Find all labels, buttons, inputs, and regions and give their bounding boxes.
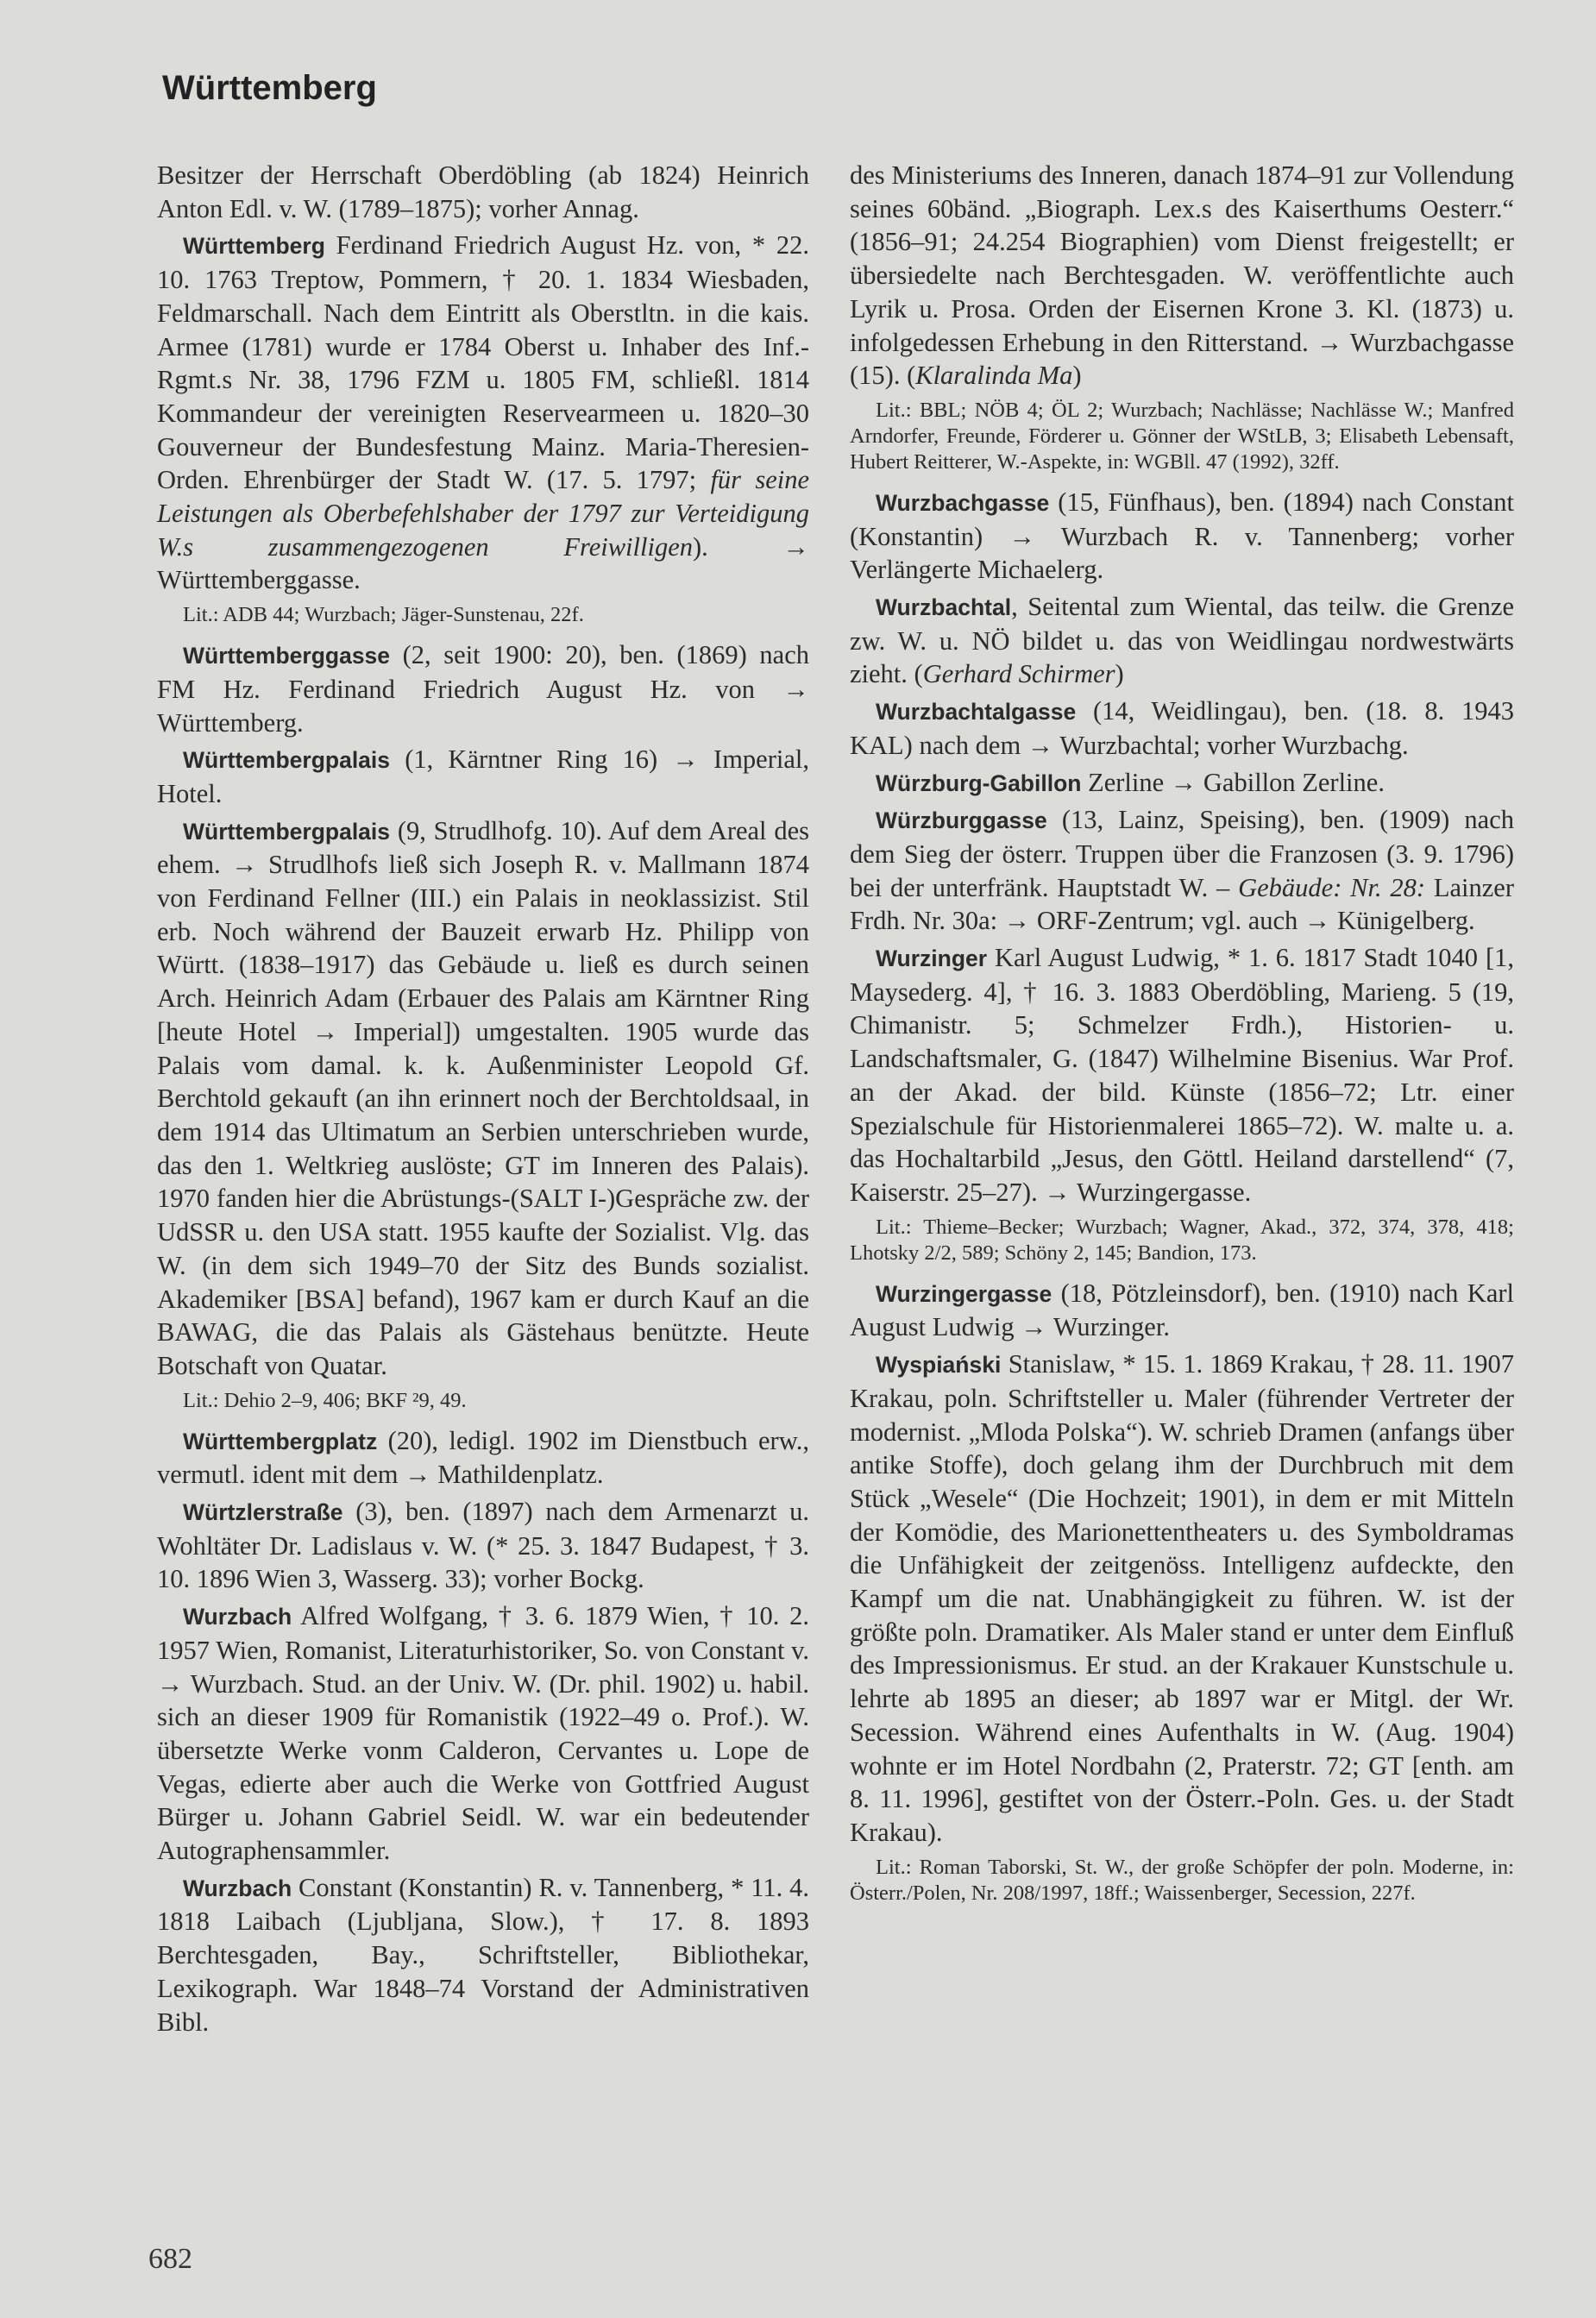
entry-headword: Württemberggasse [183,643,391,669]
literature-note [850,1215,1514,1266]
dictionary-entry [157,743,809,810]
dictionary-entry [850,941,1514,1209]
dictionary-entry [157,229,809,597]
dictionary-entry [850,590,1514,691]
entry-text: Ferdinand Friedrich August Hz. von, * 22. 10. 1763 Treptow, Pommern, † 20. 1. 1834 Wiesbaden, Feldmarschall. Nach dem Eintritt als Oberstltn. in die kais. Armee (1781) wurde er 1784 Oberst u. Inhaber des Inf.-Rgmt.s Nr. 38, 1796 FZM u. 1805 FM, schließl. 1814 Kommandeur der vereinigten Reservearmeen u. 1820–30 Gouverneur der Bundesfestung Mainz. Maria-Theresien-Orden. Ehrenbürger der Stadt W. (17. 5. 1797; [157,230,809,495]
entry-headword: Wurzbach [183,1875,292,1901]
dictionary-entry [850,1277,1514,1344]
entry-text: Alfred Wolfgang, † 3. 6. 1879 Wien, † 10. 2. 1957 Wien, Romanist, Literaturhistoriker, So. von Constant v. → Wurzbach. Stud. an der Univ. W. (Dr. phil. 1902) u. habil. sich an dieser 1909 für Romanistik (1922–49 o. Prof.). W. übersetzte Werke vonm Calderon, Cervantes u. Lope de Vegas, edierte aber auch die Werke von Gottfried August Bürger u. Johann Gabriel Seidl. W. war ein bedeutender Autographensammler. [157,1601,809,1866]
entry-italic-text: Klaralinda Ma [915,361,1073,391]
entry-headword: Würzburggasse [876,807,1047,834]
running-head: Württemberg [162,69,377,107]
entry-text: (15, Fünfhaus), ben. (1894) nach Constant (Konstantin) → Wurzbach R. v. Tannenberg; vorher Verlängerte Michaelerg. [850,487,1514,585]
literature-text: Lit.: BBL; NÖB 4; ÖL 2; Wurzbach; Nachlässe; Nachlässe W.; Manfred Arndorfer, Freunde, Förderer u. Gönner der WStLB, 3; Elisabeth Lebensaft, Hubert Reitterer, W.-Aspekte, in: WGBll. 47 (1992), 32ff. [850,398,1514,474]
entry-italic-text: Gerhard Schirmer [922,659,1115,689]
entry-text: Stanislaw, * 15. 1. 1869 Krakau, † 28. 11. 1907 Krakau, poln. Schriftsteller u. Maler (führender Vertreter der modernist. „Mloda Polska“). W. schrieb Dramen (anfangs über antike Stoffe), doch gelang ihm der Durchbruch mit dem Stück „Wesele“ (Die Hochzeit; 1901), in dem er mit Mitteln der Komödie, des Marionettentheaters u. des Symboldramas die Unfähigkeit der zeitgenöss. Intelligenz aufdeckte, den Kampf um die nat. Unabhängigkeit zu führen. W. ist der größte poln. Dramatiker. Als Maler stand er unter dem Einfluß des Impressionismus. Er stud. an der Krakauer Kunstschule u. lehrte ab 1895 an dieser; ab 1897 war er Mitgl. der Wr. Secession. Während eines Aufenthalts in W. (Aug. 1904) wohnte er im Hotel Nordbahn (2, Praterstr. 72; GT [enth. am 8. 11. 1996], gestiftet von der Österr.-Poln. Ges. u. der Stadt Krakau). [850,1349,1514,1847]
entry-headword: Wurzinger [876,945,988,972]
dictionary-entry [850,486,1514,587]
right-column [850,159,1514,1917]
entry-continuation [850,159,1514,393]
entry-headword: Wyspiański [876,1352,1002,1379]
entry-text: (18, Pötzleinsdorf), ben. (1910) nach Karl August Ludwig → Wurzinger. [850,1278,1514,1342]
entry-headword: Württemberg [183,233,325,260]
entry-headword: Wurzbachgasse [876,489,1050,516]
entry-tail-text: ). → Württemberggasse. [157,531,809,595]
entry-headword: Wurzingergasse [876,1280,1052,1307]
dictionary-entry [850,803,1514,938]
dictionary-entry [157,1495,809,1596]
entry-text: (13, Lainz, Speising), ben. (1909) nach dem Sieg der österr. Truppen über die Franzosen (3. 9. 1796) bei der unterfränk. Hauptstadt W. – [850,805,1514,902]
entry-headword: Wurzbachtalgasse [876,699,1077,726]
dictionary-entry [850,766,1514,801]
entry-headword: Würzburg-Gabillon [876,770,1082,796]
entry-headword: Württembergpalais [183,747,391,774]
entry-headword: Wurzbachtal [876,594,1012,621]
page-number: 682 [148,2243,192,2275]
literature-note [157,602,809,628]
entry-text: (20), ledigl. 1902 im Dienstbuch erw., vermutl. ident mit dem → Mathildenplatz. [157,1425,809,1490]
entry-text: (3), ben. (1897) nach dem Armenarzt u. Wohltäter Dr. Ladislaus v. W. (* 25. 3. 1847 Budapest, † 3. 10. 1896 Wien 3, Wasserg. 33); vorher Bockg. [157,1497,809,1594]
entry-text: des Ministeriums des Inneren, danach 1874–91 zur Vollendung seines 60bänd. „Biograph. Lex.s des Kaiserthums Oesterr.“ (1856–91; 24.254 Biographien) vom Dienst freigestellt; er übersiedelte nach Berchtesgaden. W. veröffentlichte auch Lyrik u. Prosa. Orden der Eisernen Krone 3. Kl. (1873) u. infolgedessen Erhebung in den Ritterstand. → Wurzbachgasse (15). ( [850,160,1514,391]
dictionary-entry [157,1871,809,2039]
dictionary-entry [850,694,1514,762]
entry-tail-text: ) [1072,361,1082,391]
entry-text: , Seitental zum Wiental, das teilw. die Grenze zw. W. u. NÖ bildet u. das von Weidlingau nordwestwärts zieht. ( [850,592,1514,689]
entry-text: (2, seit 1900: 20), ben. (1869) nach FM Hz. Ferdinand Friedrich August Hz. von → Württemberg. [157,640,809,738]
dictionary-entry [157,1424,809,1492]
entry-tail-text: Lainzer Frdh. Nr. 30a: → ORF-Zentrum; vgl. auch → Künigelberg. [850,872,1515,936]
entry-tail-text: ) [1115,659,1124,689]
literature-note [850,398,1514,475]
left-column [157,159,809,2042]
literature-text: Lit.: ADB 44; Wurzbach; Jäger-Sunstenau, 22f. [183,603,584,627]
literature-text: Lit.: Dehio 2–9, 406; BKF ²9, 49. [183,1388,467,1412]
dictionary-entry [157,814,809,1383]
entry-headword: Württembergplatz [183,1428,378,1454]
entry-italic-text: Gebäude: Nr. 28: [1238,872,1426,902]
entry-continuation [157,159,809,225]
entry-text: (9, Strudlhofg. 10). Auf dem Areal des ehem. → Strudlhofs ließ sich Joseph R. v. Mallmann 1874 von Ferdinand Fellner (III.) ein Palais in neoklassizist. Stil erb. Noch während der Bauzeit erwarb Hz. Philipp von Württ. (1838–1917) das Gebäude u. ließ es durch seinen Arch. Heinrich Adam (Erbauer des Palais am Kärntner Ring [heute Hotel → Imperial]) umgestalten. 1905 wurde das Palais vom damal. k. k. Außenminister Leopold Gf. Berchtold gekauft (an ihn erinnert noch der Berchtoldsaal, in dem 1914 das Ultimatum an Serbien unterschrieben wurde, das den 1. Weltkrieg auslöste; GT im Inneren des Palais). 1970 fanden hier die Abrüstungs-(SALT I-)Gespräche zw. der UdSSR u. den USA statt. 1955 kaufte der Sozialist. Vlg. das W. (in dem sich 1949–70 der Sitz des Bunds sozialist. Akademiker [BSA] befand), 1967 kam er durch Kauf an die BAWAG, die das Palais als Gästehaus benützte. Heute Botschaft von Quatar. [157,815,809,1380]
entry-text: (14, Weidlingau), ben. (18. 8. 1943 KAL) nach dem → Wurzbachtal; vorher Wurzbachg. [850,696,1514,760]
literature-note [850,1855,1514,1907]
literature-note [157,1388,809,1414]
literature-text: Lit.: Roman Taborski, St. W., der große Schöpfer der poln. Moderne, in: Österr./Polen, Nr. 208/1997, 18ff.; Waissenberger, Secession, 227f. [850,1855,1514,1905]
literature-text: Lit.: Thieme–Becker; Wurzbach; Wagner, Akad., 372, 374, 378, 418; Lhotsky 2/2, 589; Schöny 2, 145; Bandion, 173. [850,1215,1514,1265]
entry-headword: Württembergpalais [183,818,391,845]
dictionary-entry [157,638,809,739]
dictionary-entry [850,1347,1514,1850]
dictionary-entry [157,1599,809,1868]
entry-text: (1, Kärntner Ring 16) → Imperial, Hotel. [157,744,809,808]
entry-text: Karl August Ludwig, * 1. 6. 1817 Stadt 1040 [1, Maysederg. 4], † 16. 3. 1883 Oberdöbling, Marieng. 5 (19, Chimanistr. 5; Schmelzer Frdh.), Historien- u. Landschaftsmaler, G. (1847) Wilhelmine Bisenius. War Prof. an der Akad. der bild. Künste (1856–72; Ltr. einer Spezialschule für Historienmalerei 1865–72). W. malte u. a. das Hochaltarbild „Jesus, den Göttl. Heiland darstellend“ (7, Kaiserstr. 25–27). → Wurzingergasse. [850,943,1514,1207]
entry-text: Constant (Konstantin) R. v. Tannenberg, * 11. 4. 1818 Laibach (Ljubljana, Slow.), † 17. 8. 1893 Berchtesgaden, Bay., Schriftsteller, Bibliothekar, Lexikograph. War 1848–74 Vorstand der Administrativen Bibl. [157,1872,809,2037]
entry-headword: Würtzlerstraße [183,1499,343,1526]
entry-headword: Wurzbach [183,1604,292,1630]
entry-text: Zerline → Gabillon Zerline. [1081,767,1385,797]
entry-text: Besitzer der Herrschaft Oberdöbling (ab 1824) Heinrich Anton Edl. v. W. (1789–1875); vorher Annag. [157,160,809,223]
entry-italic-text: für seine Leistungen als Oberbefehlshaber der 1797 zur Verteidigung W.s zusammengezogenen Freiwilligen [157,465,809,562]
